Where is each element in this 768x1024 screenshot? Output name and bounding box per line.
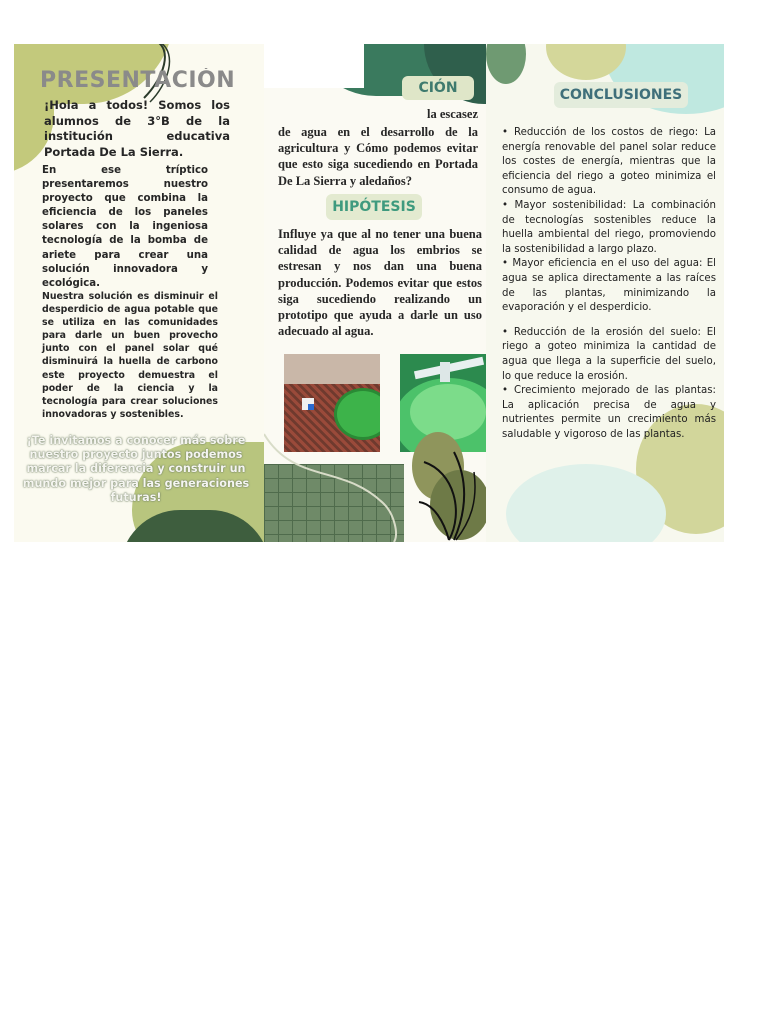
triptych-sheet bbox=[14, 44, 724, 542]
panel-justificacion bbox=[264, 44, 486, 542]
justification-heading: CIÓN bbox=[402, 76, 474, 100]
invitation-text: ¡Te invitamos a conocer más sobre nuestro proyecto juntos podemos marcar la diferencia y construir un mundo mejor para las generaciones futuras! bbox=[22, 434, 250, 504]
hypothesis-text: Influye ya que al no tener una buena calidad de agua los embrios se estresan y nos dan una buena producción. Podemos evitar que estos siga sucediendo realizando un prototipo que ayuda a darle un uso adecuado al agua. bbox=[278, 227, 482, 339]
conclusion-item: • Reducción de los costos de riego: La energía renovable del panel solar reduce los costes de energía, mientras que la eficiencia del riego a goteo minimiza el consumo de agua. bbox=[502, 127, 716, 197]
conclusion-item: • Crecimiento mejorado de las plantas: La aplicación precisa de agua y nutrientes permite un crecimiento más saludable y vigoroso de las plantas. bbox=[502, 385, 716, 440]
intro-text: ¡Hola a todos! Somos los alumnos de 3°B de la institución educativa Portada De La Sierra. bbox=[44, 98, 230, 159]
paragraph-solution: Nuestra solución es disminuir el desperdicio de agua potable que se utiliza en las comunidades para darle un buen provecho junto con el panel solar qué disminuirá la huella de carbono este proyecto demuestra el poder de la ciencia y la tecnología para crear soluciones innovadoras y sostenibles. bbox=[42, 291, 218, 420]
conclusions-heading: CONCLUSIONES bbox=[554, 82, 688, 108]
conclusions-list bbox=[502, 126, 716, 442]
paragraph-project: En ese tríptico presentaremos nuestro proyecto que combina la eficiencia de los paneles solares con la ingeniosa tecnología de la bomba de ariete para crear una solución innovadora y ecológica. bbox=[42, 165, 208, 289]
white-cutout bbox=[264, 44, 364, 88]
panel-presentacion bbox=[14, 44, 264, 542]
conclusion-item: • Mayor eficiencia en el uso del agua: El agua se aplica directamente a las raíces de las plantas, minimizando la evaporación y el desperdicio. bbox=[502, 258, 716, 314]
olive-blob bbox=[486, 44, 526, 84]
panel-conclusiones bbox=[486, 44, 724, 542]
question-fragment: la escasez bbox=[426, 107, 478, 121]
line-decoration bbox=[264, 424, 404, 542]
conclusion-item: • Reducción de la erosión del suelo: El riego a goteo minimiza la cantidad de agua que llega a la superficie del suelo, lo que reduce la erosión. bbox=[502, 326, 716, 382]
presentation-title: PRESENTACIÓN bbox=[40, 68, 236, 93]
conclusion-item: • Mayor sostenibilidad: La combinación de tecnologías sostenibles reduce la huella ambiental del riego, promoviendo la sostenibilidad a largo plazo. bbox=[502, 199, 716, 255]
hypothesis-heading: HIPÓTESIS bbox=[326, 194, 422, 220]
leaf-drawing bbox=[414, 442, 484, 542]
research-question: de agua en el desarrollo de la agricultura y Cómo podemos evitar que esto siga sucediendo en Portada De La Sierra y aledaños? bbox=[278, 125, 478, 188]
